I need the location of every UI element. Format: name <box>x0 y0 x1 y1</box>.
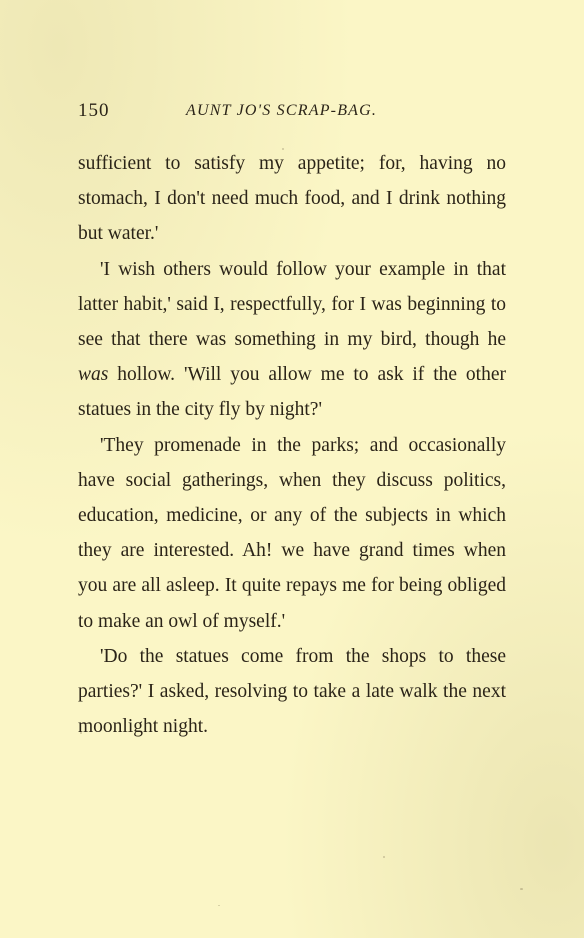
paper-speckle <box>282 148 284 150</box>
paper-speckle <box>218 905 220 906</box>
paragraph-2-text-after: hollow. 'Will you allow me to ask if the other statues in the city fly by night?' <box>78 364 506 421</box>
paper-speckle <box>80 732 82 734</box>
paper-speckle <box>383 856 385 858</box>
page-header <box>78 100 508 124</box>
page-number: 150 <box>78 100 110 121</box>
paper-speckle <box>520 888 523 890</box>
paragraph-2 <box>78 252 506 428</box>
body-text <box>78 146 506 744</box>
paragraph-2-text-before: 'I wish others would follow your example in that latter habit,' said I, respectfully, for I was beginning to see that there was something in my bird, though he <box>78 258 506 351</box>
paragraph-2-emphasis: was <box>78 364 109 386</box>
paragraph-3: 'They promenade in the parks; and occasionally have social gatherings, when they discuss politics, education, medicine, or any of the subjects in which they are interested. Ah! we have grand times when you are all asleep. It quite repays me for being obliged to make an owl of myself.' <box>78 434 506 632</box>
running-title: AUNT JO'S SCRAP-BAG. <box>186 102 378 119</box>
paragraph-4: 'Do the statues come from the shops to these parties?' I asked, resolving to take a late walk the next moonlight night. <box>78 645 506 738</box>
paragraph-1: sufficient to satisfy my appetite; for, having no stomach, I don't need much food, and I drink nothing but water.' <box>78 153 506 245</box>
